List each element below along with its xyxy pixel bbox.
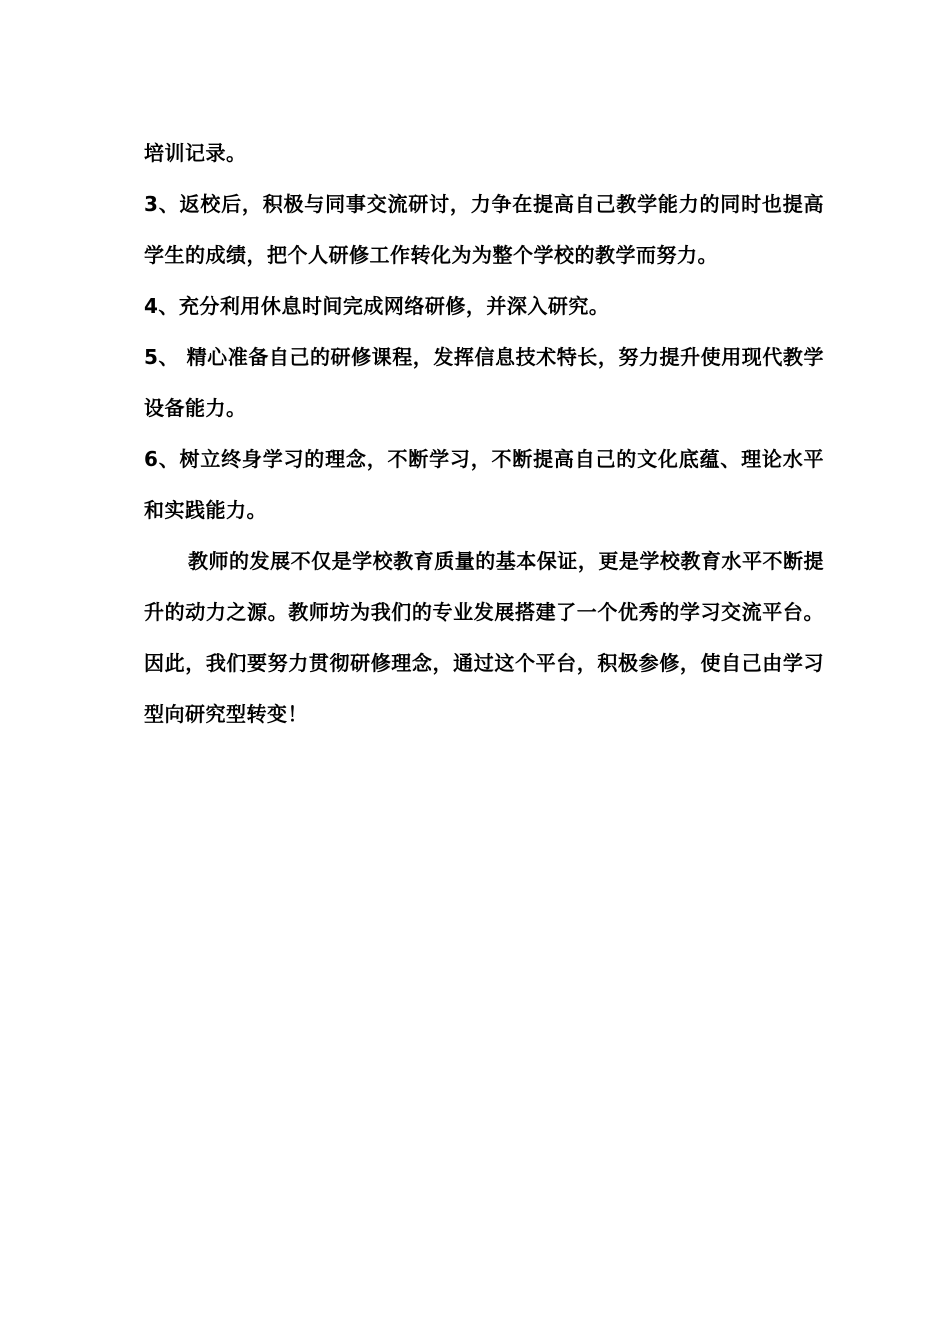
list-item-5: 5、 精心准备自己的研修课程，发挥信息技术特长，努力提升使用现代教学设备能力。 bbox=[144, 345, 824, 420]
list-item-4: 4、充分利用休息时间完成网络研修，并深入研究。 bbox=[144, 294, 610, 318]
conclusion-paragraph: 教师的发展不仅是学校教育质量的基本保证，更是学校教育水平不断提升的动力之源。教师坊为我们的专业发展搭建了一个优秀的学习交流平台。因此，我们要努力贯彻研修理念，通过这个平台，积极参修，使自己由学习型向研究型转变！ bbox=[144, 549, 824, 726]
list-item-3: 3、返校后，积极与同事交流研讨，力争在提高自己教学能力的同时也提高学生的成绩，把个人研修工作转化为为整个学校的教学而努力。 bbox=[144, 192, 824, 267]
paragraph-continuation: 培训记录。 bbox=[144, 141, 247, 165]
list-item-6: 6、树立终身学习的理念，不断学习，不断提高自己的文化底蕴、理论水平和实践能力。 bbox=[144, 447, 824, 522]
document-body bbox=[144, 128, 824, 740]
